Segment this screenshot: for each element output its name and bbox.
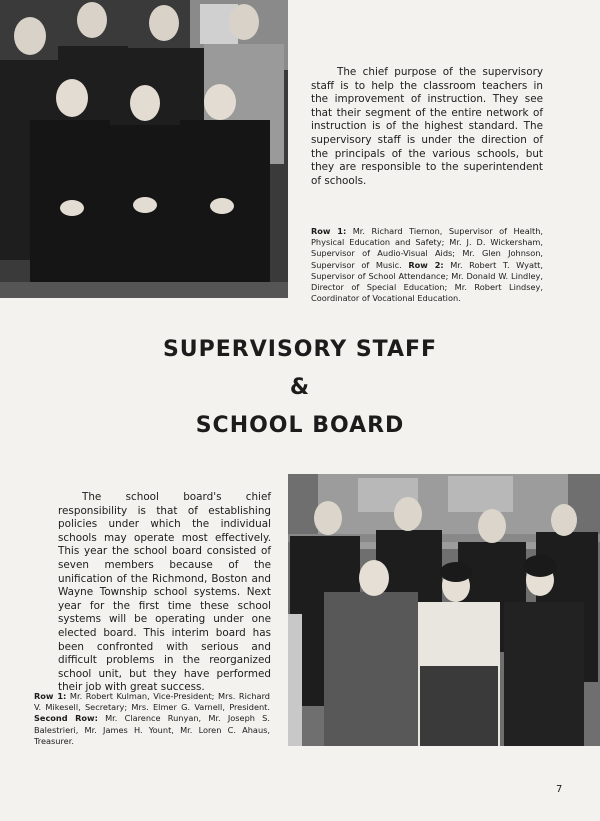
supervisory-staff-description: The chief purpose of the supervisory staff is to help the classroom teachers in the improvement of instruction. They see that their segment of the entire network of instruction is of the highest standard. The supervisory staff is under the direction of the principals of the various schools, but they are responsible to the superintendent of schools. bbox=[311, 66, 543, 187]
supervisory-staff-caption bbox=[311, 226, 543, 304]
heading-supervisory-staff: SUPERVISORY STAFF bbox=[162, 337, 438, 362]
supervisory-staff-photo bbox=[0, 0, 288, 298]
caption-row2-text: Mr. Robert T. Wyatt, Supervisor of School Attendance; Mr. Donald W. Lindley, Director of Special Education; Mr. Robert Lindsey, Coordinator of Vocational Education. bbox=[311, 259, 543, 304]
caption-row2-label: Second Row: bbox=[34, 713, 98, 724]
caption-row2-text: Mr. Clarence Runyan, Mr. Joseph S. Balestrieri, Mr. James H. Yount, Mr. Loren C. Ahaus, Treasurer. bbox=[34, 713, 270, 746]
school-board-photo bbox=[288, 474, 600, 746]
heading-ampersand: & bbox=[289, 375, 311, 400]
heading-school-board: SCHOOL BOARD bbox=[195, 413, 405, 438]
page-number: 7 bbox=[556, 784, 563, 795]
caption-row1-label: Row 1: bbox=[34, 691, 67, 701]
school-board-description: The school board's chief responsibility is that of establishing policies under which the individual schools may operate most effectively. This year the school board consisted of seven members because of the unification of the Richmond, Boston and Wayne Township school systems. Next year for the first time these school systems will be operating under one elected board. This interim board has been confronted with serious and difficult problems in the reorganized school unit, but they have performed their job with great success. bbox=[58, 491, 271, 694]
caption-row2-label: Row 2: bbox=[408, 259, 444, 270]
caption-row1-text: Mr. Richard Tiernon, Supervisor of Health, Physical Education and Safety; Mr. J. D. Wickersham, Supervisor of Audio-Visual Aids; Mr. Glen Johnson, Supervisor of Music. bbox=[311, 226, 543, 270]
caption-row1-text: Mr. Robert Kulman, Vice-President; Mrs. Richard V. Mikesell, Secretary; Mrs. Elmer G. Varnell, President. bbox=[34, 691, 270, 713]
school-board-caption bbox=[34, 691, 270, 747]
caption-row1-label: Row 1: bbox=[311, 226, 347, 236]
